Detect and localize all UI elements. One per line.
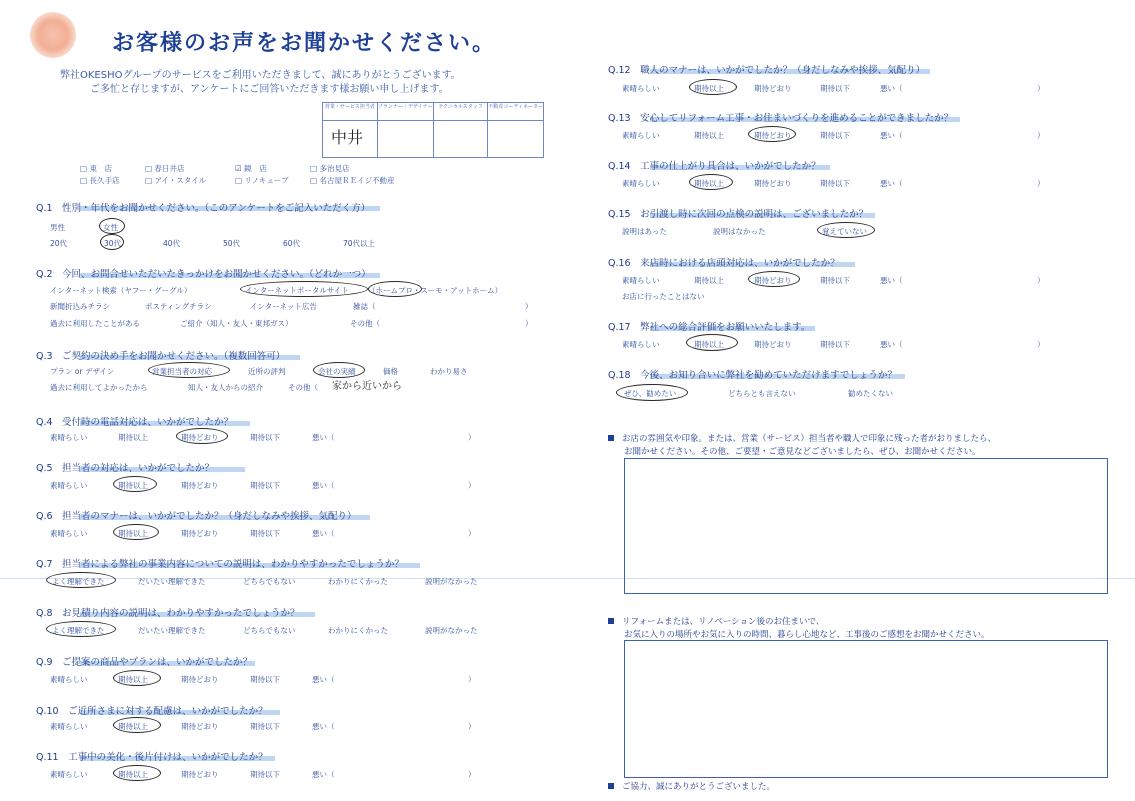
- q12-option[interactable]: 悪い（: [880, 84, 903, 93]
- q17-option[interactable]: 素晴らしい: [622, 340, 660, 349]
- q6-option[interactable]: 期待以上: [118, 529, 148, 538]
- q2-option[interactable]: 過去に利用したことがある: [50, 319, 140, 328]
- free-comment-1-prompt: [608, 432, 996, 444]
- page-title: お客様のお声をお聞かせください。: [112, 31, 497, 56]
- q7-option[interactable]: 説明がなかった: [425, 577, 478, 586]
- answer-circle: [368, 281, 422, 297]
- q16-option[interactable]: お店に行ったことはない: [622, 292, 705, 301]
- answer-circle: [240, 281, 368, 297]
- q10-option[interactable]: 期待以下: [250, 722, 280, 731]
- answer-circle: [748, 271, 800, 287]
- answer-circle: [148, 362, 230, 378]
- q10-title: Q.10 ご近所さまに対する配慮は、いかがでしたか？: [36, 706, 268, 717]
- q10-option: ）: [468, 722, 476, 731]
- q3-option[interactable]: 価格: [383, 367, 398, 376]
- answer-circle: [113, 476, 157, 492]
- q9-option[interactable]: 期待どおり: [181, 675, 219, 684]
- q11-option[interactable]: 素晴らしい: [50, 770, 88, 779]
- q5-option[interactable]: 期待以下: [250, 481, 280, 490]
- q11-option: ）: [468, 770, 476, 779]
- q9-option[interactable]: 悪い（: [312, 675, 335, 684]
- q9-option: ）: [468, 675, 476, 684]
- q2-option[interactable]: インターネット広告: [250, 302, 317, 311]
- q14-title: Q.14 工事の仕上がり具合は、いかがでしたか？: [608, 161, 821, 172]
- q16-option[interactable]: 期待どおり: [754, 276, 792, 285]
- company-seal-stamp: [30, 12, 76, 58]
- answer-circle: [100, 234, 124, 250]
- q3-option[interactable]: その他（: [288, 383, 318, 392]
- q1-age-option[interactable]: 50代: [223, 239, 241, 248]
- q10-option[interactable]: 期待どおり: [181, 722, 219, 731]
- q10-option[interactable]: 悪い（: [312, 722, 335, 731]
- q9-option[interactable]: 期待以上: [118, 675, 148, 684]
- q7-title: Q.7 担当者による弊社の事業内容についての説明は、わかりやすかったでしょうか？: [36, 559, 404, 570]
- q14-option[interactable]: 期待以下: [820, 179, 850, 188]
- q14-option[interactable]: 素晴らしい: [622, 179, 660, 188]
- staff-header: テクニカルスタッフ: [434, 103, 488, 121]
- q13-title: Q.13 安心してリフォーム工事・お住まいづくりを進めることができましたか？: [608, 113, 954, 124]
- q12-option[interactable]: 期待以上: [694, 84, 724, 93]
- q1-age-option[interactable]: 30代: [104, 239, 122, 248]
- q18-option[interactable]: どちらとも言えない: [728, 389, 796, 398]
- answer-circle: [689, 79, 737, 95]
- answer-circle: [748, 126, 796, 142]
- square-bullet-icon: [608, 783, 614, 789]
- free-comment-1-line2: お聞かせください。その他、ご要望・ご意見などございましたら、ぜひ、お聞かせください。: [624, 447, 981, 457]
- q18-option[interactable]: ぜひ、勧めたい: [624, 389, 677, 398]
- q12-option[interactable]: 期待以下: [820, 84, 850, 93]
- q16-option[interactable]: 素晴らしい: [622, 276, 660, 285]
- q3-handwritten-answer: 家から近いから: [332, 381, 402, 392]
- free-comment-2-prompt: [608, 615, 824, 627]
- q13-option[interactable]: 悪い（: [880, 131, 903, 140]
- q4-title: Q.4 受付時の電話対応は、いかがでしたか？: [36, 417, 234, 428]
- q10-option[interactable]: 期待以上: [118, 722, 148, 731]
- store-checkbox[interactable]: □ 春日井店: [145, 164, 185, 173]
- q2-title: Q.2 今回、お問合せいただいたきっかけをお聞かせください。（どれか一つ）: [36, 269, 371, 280]
- q13-option: ）: [1037, 131, 1045, 140]
- q8-option[interactable]: どちらでもない: [243, 626, 296, 635]
- q5-option[interactable]: 悪い（: [312, 481, 335, 490]
- free-comment-1-box[interactable]: [624, 458, 1108, 594]
- q16-option[interactable]: 悪い（: [880, 276, 903, 285]
- q1-gender-option[interactable]: 女性: [103, 223, 118, 232]
- q13-option[interactable]: 期待以下: [820, 131, 850, 140]
- free-comment-2-box[interactable]: [624, 640, 1108, 778]
- staff-header: 営業・サービス担当者: [323, 103, 377, 121]
- q4-option[interactable]: 悪い（: [312, 433, 335, 442]
- answer-circle: [46, 572, 116, 588]
- q16-title: Q.16 来店時における店頭対応は、いかがでしたか？: [608, 258, 840, 269]
- q6-title: Q.6 担当者のマナーは、いかがでしたか？（身だしなみや挨拶、気配り）: [36, 511, 357, 522]
- q2-option[interactable]: 新聞折込みチラシ: [50, 302, 110, 311]
- store-checkbox[interactable]: □ 東 店: [80, 164, 112, 173]
- q7-option[interactable]: よく理解できた: [52, 577, 105, 586]
- q17-option[interactable]: 期待以上: [694, 340, 724, 349]
- q12-option[interactable]: 素晴らしい: [622, 84, 660, 93]
- thanks-text: ご協力、誠にありがとうございました。: [622, 782, 776, 792]
- answer-circle: [46, 621, 116, 637]
- q1-age-option[interactable]: 20代: [50, 239, 68, 248]
- q17-option[interactable]: 期待どおり: [754, 340, 792, 349]
- q2-option[interactable]: インターネットポータルサイト: [245, 286, 349, 295]
- free-comment-2-line2: お気に入りの場所やお気に入りの時間、暮らし心地など、工事後のご感想をお聞かせください。: [624, 630, 990, 640]
- q11-title: Q.11 工事中の美化・後片付けは、いかがでしたか？: [36, 752, 268, 763]
- q2-option[interactable]: ポスティングチラシ: [145, 302, 212, 311]
- staff-sales-value[interactable]: 中井: [331, 128, 364, 147]
- q1-age-option[interactable]: 70代以上: [343, 239, 376, 248]
- q3-option[interactable]: 過去に利用してよかったから: [50, 383, 148, 392]
- answer-circle: [689, 174, 733, 190]
- q14-option[interactable]: 悪い（: [880, 179, 903, 188]
- answer-circle: [113, 717, 161, 733]
- q12-option[interactable]: 期待どおり: [754, 84, 792, 93]
- q4-option[interactable]: 期待どおり: [181, 433, 219, 442]
- q14-option: ）: [1037, 179, 1045, 188]
- q6-option[interactable]: 期待どおり: [181, 529, 219, 538]
- q8-option[interactable]: よく理解できた: [52, 626, 105, 635]
- answer-circle: [313, 362, 365, 378]
- q18-title: Q.18 今後、お知り合いに弊社を勧めていただけますでしょうか？: [608, 370, 897, 381]
- q5-option[interactable]: 期待どおり: [181, 481, 219, 490]
- q4-option[interactable]: 素晴らしい: [50, 433, 88, 442]
- q6-option: ）: [468, 529, 476, 538]
- q5-title: Q.5 担当者の対応は、いかがでしたか？: [36, 463, 215, 474]
- q6-option[interactable]: 悪い（: [312, 529, 335, 538]
- answer-circle: [99, 218, 125, 234]
- q15-option[interactable]: 覚えていない: [822, 227, 867, 236]
- store-checkbox[interactable]: □ 多治見店: [310, 164, 350, 173]
- q7-option[interactable]: どちらでもない: [243, 577, 296, 586]
- q3-option[interactable]: 営業担当者の対応: [152, 367, 212, 376]
- q17-option: ）: [1037, 340, 1045, 349]
- q3-option[interactable]: 知人・友人からの紹介: [188, 383, 263, 392]
- q1-age-option[interactable]: 40代: [163, 239, 181, 248]
- q15-option[interactable]: 説明はなかった: [713, 227, 766, 236]
- answer-circle: [686, 334, 738, 351]
- q8-title: Q.8 お見積り内容の説明は、わかりやすかったでしょうか？: [36, 608, 300, 619]
- q2-option[interactable]: その他（: [350, 319, 380, 328]
- free-comment-1-line1: お店の雰囲気や印象。または、営業（サービス）担当者や職人で印象に残った者がおりましたら、: [622, 434, 997, 444]
- q11-option[interactable]: 期待以上: [118, 770, 148, 779]
- q8-option[interactable]: 説明がなかった: [425, 626, 478, 635]
- q6-option[interactable]: 期待以下: [250, 529, 280, 538]
- staff-col-technical: [434, 103, 489, 157]
- q11-option[interactable]: 悪い（: [312, 770, 335, 779]
- q4-option[interactable]: 期待以下: [250, 433, 280, 442]
- answer-circle: [113, 670, 161, 686]
- q11-option[interactable]: 期待どおり: [181, 770, 219, 779]
- answer-circle: [817, 222, 875, 238]
- q13-option[interactable]: 素晴らしい: [622, 131, 660, 140]
- q3-option[interactable]: わかり易さ: [430, 367, 468, 376]
- q3-option[interactable]: 会社の実績: [318, 367, 356, 376]
- answer-circle: [113, 524, 159, 540]
- q15-option[interactable]: 説明はあった: [622, 227, 667, 236]
- q3-option[interactable]: プラン or デザイン: [50, 367, 115, 376]
- answer-circle: [176, 428, 228, 444]
- q12-title: Q.12 職人のマナーは、いかがでしたか？（身だしなみや挨拶、気配り）: [608, 65, 926, 76]
- q13-option[interactable]: 期待どおり: [754, 131, 792, 140]
- q1-age-option[interactable]: 60代: [283, 239, 301, 248]
- q11-option[interactable]: 期待以下: [250, 770, 280, 779]
- intro-line-1: 弊社OKESHOグループのサービスをご利用いただきまして、誠にありがとうございます。: [60, 70, 461, 81]
- free-comment-2-line1: リフォームまたは、リノベーション後のお住まいで、: [622, 617, 825, 627]
- q14-option[interactable]: 期待どおり: [754, 179, 792, 188]
- q8-option[interactable]: わかりにくかった: [328, 626, 388, 635]
- staff-col-realestate: [488, 103, 543, 157]
- q16-option[interactable]: 期待以上: [694, 276, 724, 285]
- q7-option[interactable]: だいたい理解できた: [138, 577, 206, 586]
- q17-title: Q.17 弊社への総合評価をお願いいたします。: [608, 322, 811, 333]
- q12-option: ）: [1037, 84, 1045, 93]
- q9-option[interactable]: 期待以下: [250, 675, 280, 684]
- q4-option[interactable]: 期待以上: [118, 433, 148, 442]
- staff-table: [322, 102, 544, 158]
- q9-title: Q.9 ご提案の商品やプランは、いかがでしたか？: [36, 657, 253, 668]
- q2-option: ）: [525, 302, 533, 311]
- staff-header: 不動産コーディネーター: [488, 103, 543, 121]
- q2-option[interactable]: ご紹介（知人・友人・東邦ガス）: [180, 319, 293, 328]
- q13-option[interactable]: 期待以上: [694, 131, 724, 140]
- q2-option: ）: [525, 319, 533, 328]
- staff-col-sales: [323, 103, 378, 157]
- answer-circle: [616, 384, 688, 401]
- q6-option[interactable]: 素晴らしい: [50, 529, 88, 538]
- q5-option[interactable]: 期待以上: [118, 481, 148, 490]
- q3-option[interactable]: 近所の評判: [248, 367, 286, 376]
- q7-option[interactable]: わかりにくかった: [328, 577, 388, 586]
- q15-title: Q.15 お引渡し時に次回の点検の説明は、ございましたか？: [608, 209, 869, 220]
- q4-option: ）: [468, 433, 476, 442]
- store-checkbox[interactable]: ☑ 鏡 店: [235, 164, 267, 173]
- staff-col-planner: [378, 103, 434, 157]
- q1-title: Q.1 性別・年代をお聞かせください。（このアンケートをご記入いただく方）: [36, 203, 371, 214]
- q5-option: ）: [468, 481, 476, 490]
- q5-option[interactable]: 素晴らしい: [50, 481, 88, 490]
- q14-option[interactable]: 期待以上: [694, 179, 724, 188]
- q1-gender-option[interactable]: 男性: [50, 223, 65, 232]
- q10-option[interactable]: 素晴らしい: [50, 722, 88, 731]
- q9-option[interactable]: 素晴らしい: [50, 675, 88, 684]
- answer-circle: [113, 765, 161, 781]
- staff-header: プランナー・デザイナー: [378, 103, 433, 121]
- store-checkbox[interactable]: □ アイ・スタイル: [145, 176, 207, 185]
- q17-option[interactable]: 期待以下: [820, 340, 850, 349]
- store-checkbox[interactable]: □ リノキューブ: [235, 176, 289, 185]
- intro-line-2: ご多忙と存じますが、アンケートにご回答いただきます様お願い申し上げます。: [90, 84, 449, 95]
- q2-option[interactable]: 雑誌（: [353, 302, 376, 311]
- thanks-message: [608, 780, 775, 792]
- q2-option[interactable]: インターネット検索（ヤフー・グーグル）: [50, 286, 192, 295]
- q2-option[interactable]: （ホームプロ・スーモ・アットホーム）: [368, 286, 503, 295]
- q18-option[interactable]: 勧めたくない: [848, 389, 893, 398]
- q8-option[interactable]: だいたい理解できた: [138, 626, 206, 635]
- square-bullet-icon: [608, 435, 614, 441]
- q16-option: ）: [1037, 276, 1045, 285]
- q3-title: Q.3 ご契約の決め手をお聞かせください。（複数回答可）: [36, 351, 286, 362]
- store-checkbox[interactable]: □ 名古屋ＲＥイジ不動産: [310, 176, 395, 185]
- store-checkbox[interactable]: □ 長久手店: [80, 176, 120, 185]
- q17-option[interactable]: 悪い（: [880, 340, 903, 349]
- q16-option[interactable]: 期待以下: [820, 276, 850, 285]
- square-bullet-icon: [608, 618, 614, 624]
